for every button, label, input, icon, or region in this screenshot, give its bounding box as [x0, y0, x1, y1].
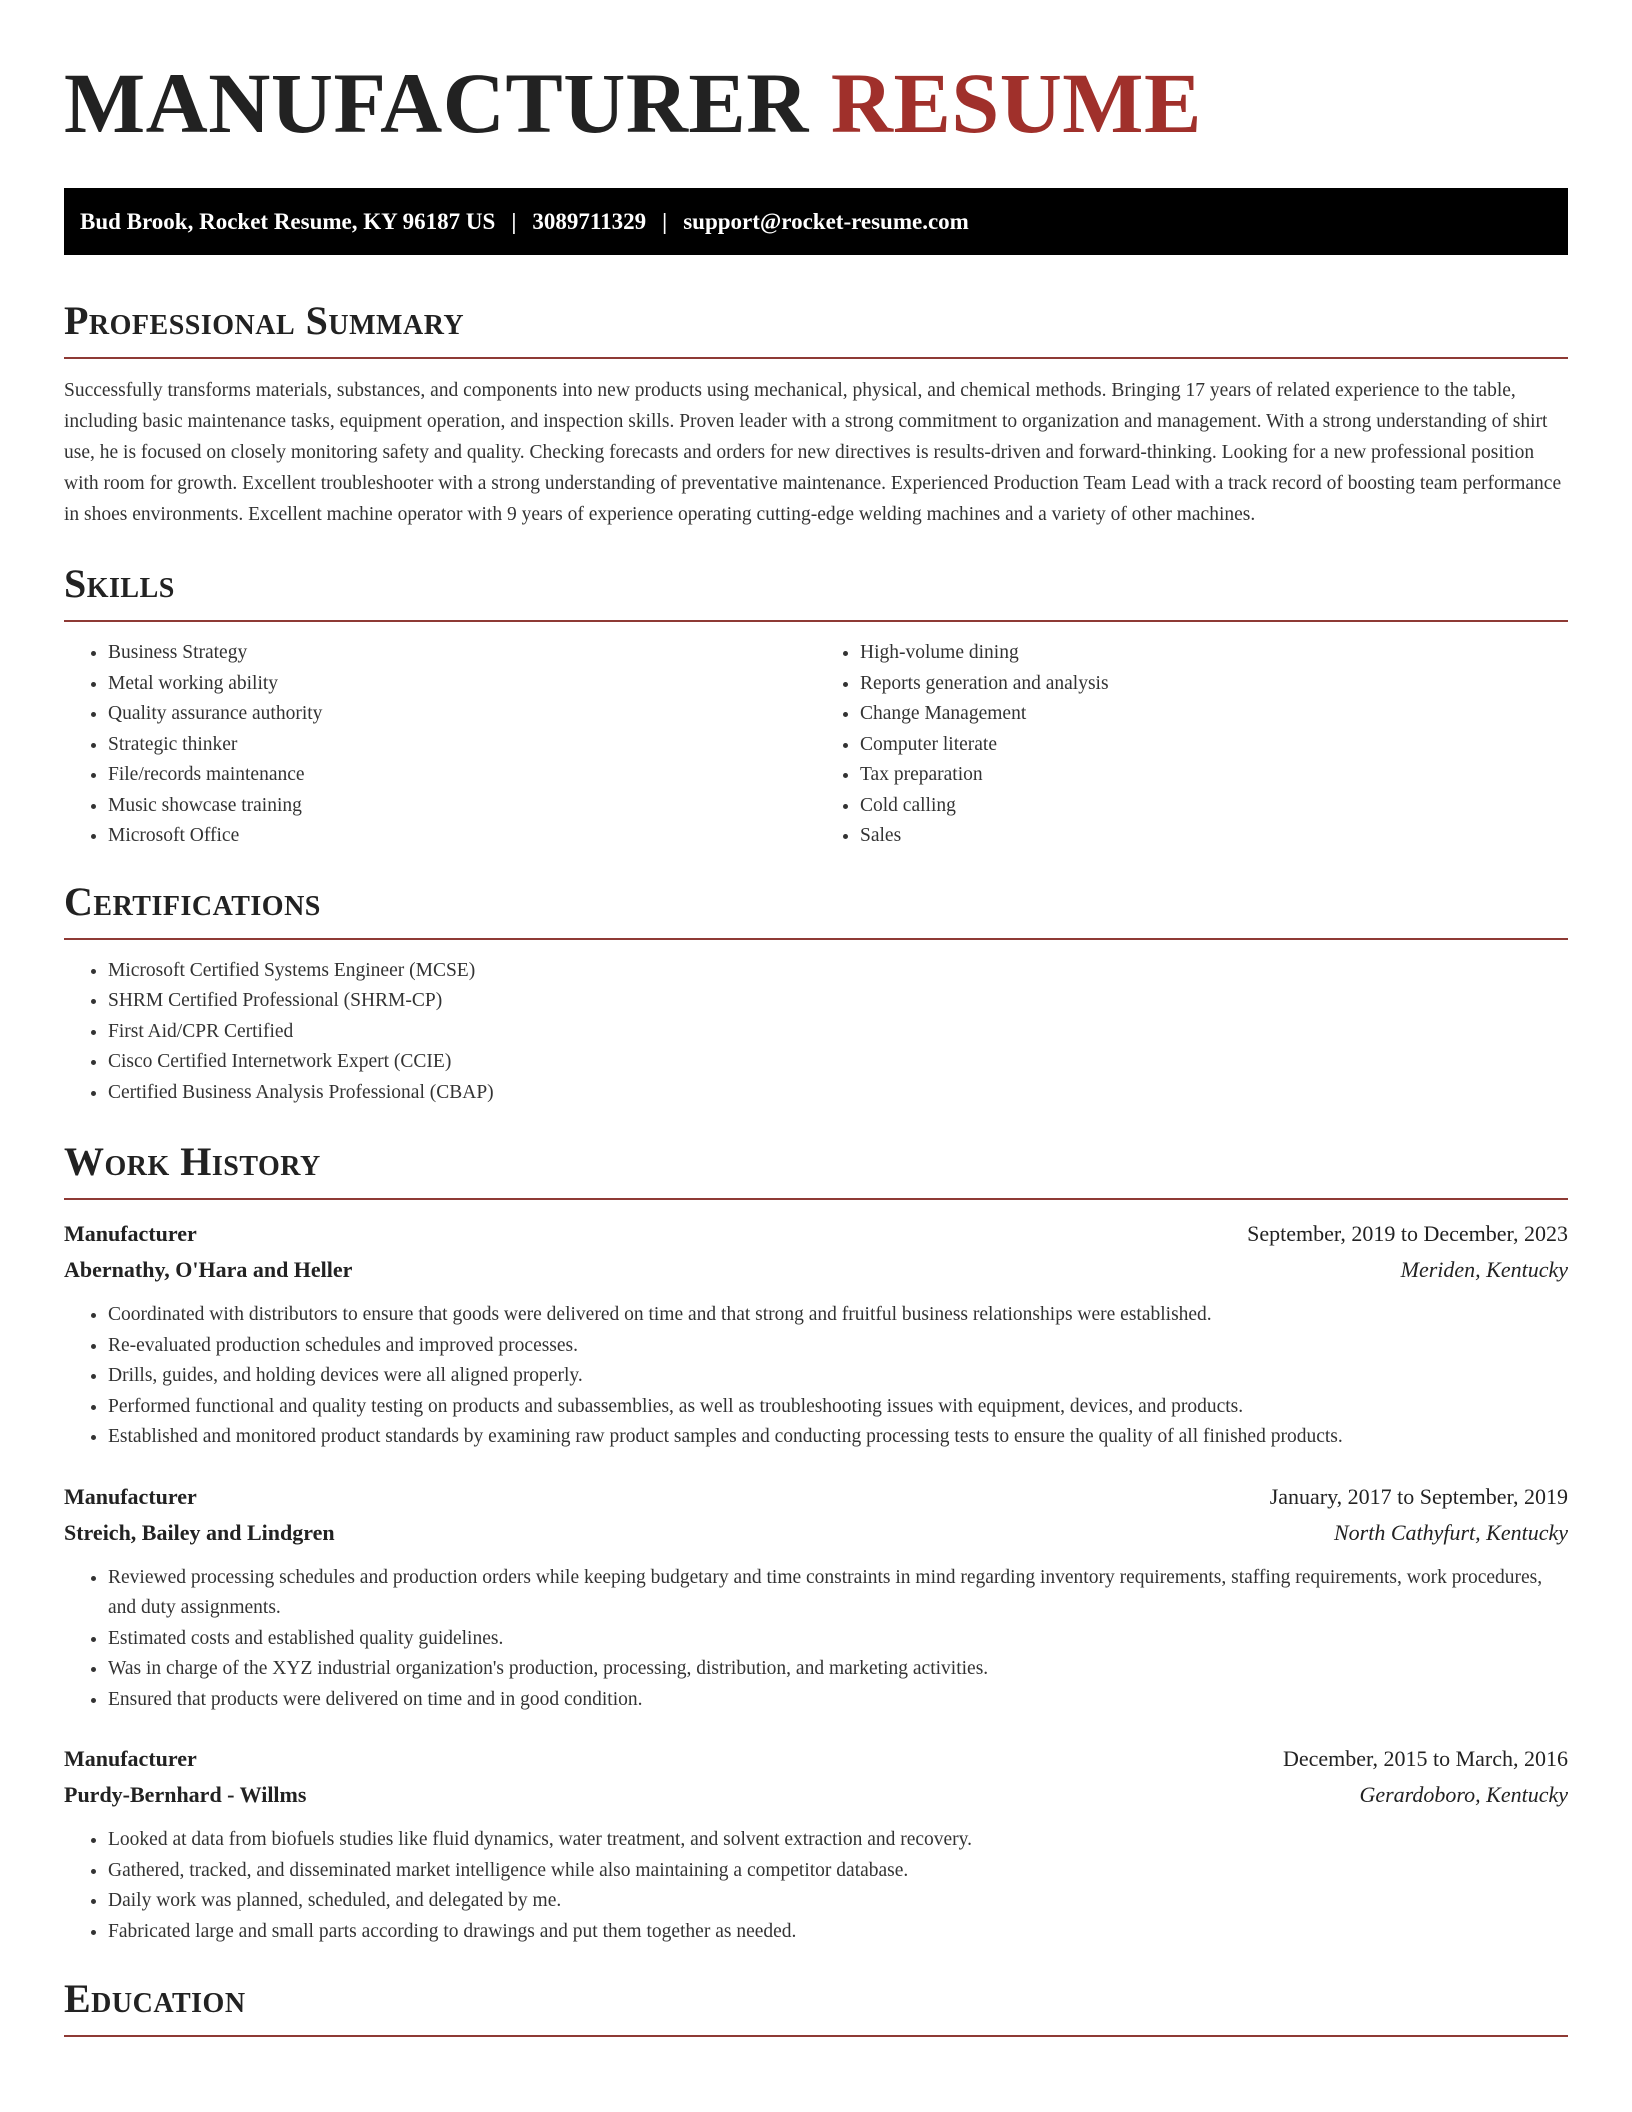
job-bullet: • Was in charge of the XYZ industrial organization's production, processing, distribution, and marketing activities.	[108, 1654, 1568, 1685]
job-bullet: • Established and monitored product standards by examining raw product samples and conducting processing tests to ensure the quality of all finished products.	[108, 1422, 1568, 1453]
job-location: Meriden, Kentucky	[1400, 1257, 1568, 1282]
certification-item: • Cisco Certified Internetwork Expert (CCIE)	[108, 1047, 1568, 1078]
skill-item: • Microsoft Office	[108, 821, 816, 852]
work-history-section	[64, 1138, 1568, 1947]
job-company-row	[64, 1777, 1568, 1813]
section-divider	[64, 938, 1568, 940]
certifications-section	[64, 878, 1568, 1109]
job-location: North Cathyfurt, Kentucky	[1333, 1519, 1568, 1545]
section-divider	[64, 1198, 1568, 1200]
job-role: Manufacturer	[64, 1221, 197, 1246]
job-bullet: • Re-evaluated production schedules and improved processes.	[108, 1331, 1568, 1362]
section-divider	[64, 357, 1568, 359]
job-bullet: • Estimated costs and established quality guidelines.	[108, 1624, 1568, 1655]
work-history-heading: Work History	[64, 1139, 321, 1184]
title-accent: RESUME	[830, 55, 1202, 151]
job-bullet: • Reviewed processing schedules and production orders while keeping budgetary and time constraints in mind regarding inventory requirements, staffing requirements, work procedures, and duty assignments.	[108, 1563, 1568, 1624]
job-dates: December, 2015 to March, 2016	[1282, 1746, 1568, 1771]
job-company: Purdy-Bernhard - Willms	[64, 1782, 307, 1807]
job-bullet: • Looked at data from biofuels studies like fluid dynamics, water treatment, and solvent extraction and recovery.	[108, 1825, 1568, 1856]
skill-item: • Sales	[860, 821, 1568, 852]
job-bullets	[64, 1563, 1568, 1716]
title-main: MANUFACTURER	[64, 55, 809, 151]
job-role: Manufacturer	[64, 1483, 197, 1509]
skill-item: • Strategic thinker	[108, 730, 816, 761]
job-bullet: • Coordinated with distributors to ensure that goods were delivered on time and that strong and fruitful business relationships were established.	[108, 1300, 1568, 1331]
job-dates: September, 2019 to December, 2023	[1247, 1221, 1568, 1246]
certifications-heading: Certifications	[64, 878, 321, 924]
job-bullet: • Performed functional and quality testing on products and subassemblies, as well as troubleshooting issues with equipment, devices, and products.	[108, 1392, 1568, 1423]
skills-list-left	[64, 638, 816, 852]
skills-section	[64, 560, 1568, 852]
job-bullet: • Gathered, tracked, and disseminated market intelligence while also maintaining a competitor database.	[108, 1856, 1568, 1887]
contact-separator: |	[511, 208, 517, 234]
job-bullet: • Ensured that products were delivered on time and in good condition.	[108, 1685, 1568, 1716]
contact-separator: |	[662, 208, 668, 234]
education-section	[64, 1975, 1568, 2037]
job-dates: January, 2017 to September, 2019	[1269, 1483, 1568, 1509]
job-bullet: • Daily work was planned, scheduled, and delegated by me.	[108, 1886, 1568, 1917]
skill-item: • Music showcase training	[108, 791, 816, 822]
certifications-list	[64, 956, 1568, 1109]
skill-item: • Cold calling	[860, 791, 1568, 822]
job-entry	[64, 1741, 1568, 1947]
job-entry	[64, 1479, 1568, 1716]
skill-item: • Change Management	[860, 699, 1568, 730]
job-bullet: • Fabricated large and small parts according to drawings and put them together as needed.	[108, 1917, 1568, 1948]
skill-item: • Metal working ability	[108, 669, 816, 700]
job-title-row	[64, 1216, 1568, 1252]
job-company: Abernathy, O'Hara and Heller	[64, 1257, 353, 1282]
job-company-row	[64, 1515, 1568, 1551]
section-divider	[64, 620, 1568, 622]
skill-item: • File/records maintenance	[108, 760, 816, 791]
contact-address: Bud Brook, Rocket Resume, KY 96187 US	[80, 208, 496, 234]
job-location: Gerardoboro, Kentucky	[1359, 1782, 1568, 1807]
summary-heading: Professional Summary	[64, 298, 465, 343]
skill-item: • Quality assurance authority	[108, 699, 816, 730]
certification-item: • SHRM Certified Professional (SHRM-CP)	[108, 986, 1568, 1017]
skill-item: • Business Strategy	[108, 638, 816, 669]
skill-item: • Tax preparation	[860, 760, 1568, 791]
resume-title	[64, 0, 1568, 151]
section-divider	[64, 2035, 1568, 2037]
job-bullets	[64, 1300, 1568, 1453]
summary-text: Successfully transforms materials, substances, and components into new products using mechanical, physical, and chemical methods. Bringing 17 years of related experience to the table, including basic maintenance tasks, equipment operation, and inspection skills. Proven leader with a strong commitment to organization and management. With a strong understanding of shirt use, he is focused on closely monitoring safety and quality. Checking forecasts and orders for new directives is results-driven and forward-thinking. Looking for a new professional position with room for growth. Excellent troubleshooter with a strong understanding of preventative maintenance. Experienced Production Team Lead with a track record of boosting team performance in shoes environments. Excellent machine operator with 9 years of experience operating cutting-edge welding machines and a variety of other machines.	[64, 380, 1562, 525]
summary-section	[64, 297, 1568, 530]
skill-item: • Reports generation and analysis	[860, 669, 1568, 700]
certification-item: • First Aid/CPR Certified	[108, 1017, 1568, 1048]
certification-item: • Microsoft Certified Systems Engineer (MCSE)	[108, 956, 1568, 987]
skill-item: • High-volume dining	[860, 638, 1568, 669]
job-bullet: • Drills, guides, and holding devices were all aligned properly.	[108, 1361, 1568, 1392]
job-title-row	[64, 1479, 1568, 1515]
skill-item: • Computer literate	[860, 730, 1568, 761]
certification-item: • Certified Business Analysis Professional (CBAP)	[108, 1078, 1568, 1109]
contact-bar	[64, 188, 1568, 255]
education-heading: Education	[64, 1976, 246, 2021]
skills-heading: Skills	[64, 561, 175, 606]
job-role: Manufacturer	[64, 1746, 197, 1771]
contact-phone: 3089711329	[532, 208, 647, 234]
job-bullets	[64, 1825, 1568, 1947]
job-company: Streich, Bailey and Lindgren	[64, 1519, 335, 1545]
job-entry	[64, 1216, 1568, 1453]
job-title-row	[64, 1741, 1568, 1777]
skills-list-right	[816, 638, 1568, 852]
skills-grid	[64, 638, 1568, 852]
contact-email: support@rocket-resume.com	[683, 208, 969, 234]
job-company-row	[64, 1252, 1568, 1288]
